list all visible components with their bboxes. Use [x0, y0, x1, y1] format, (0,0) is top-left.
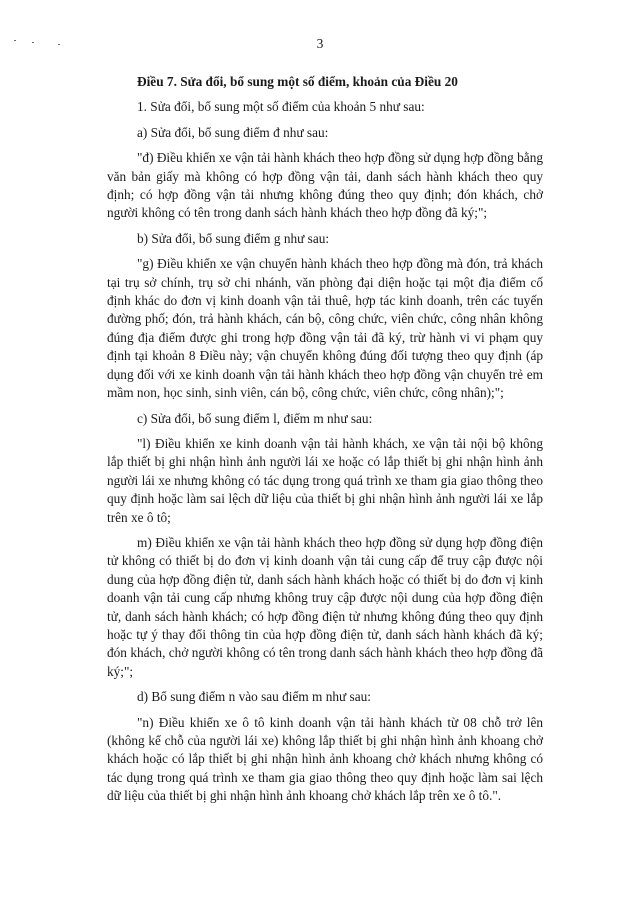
- point-m-text: m) Điều khiển xe vận tải hành khách theo hợp đồng sử dụng hợp đồng điện tử không có thiết bị do đơn vị kinh doanh vận tải cung cấp để truy cập được nội dung của hợp đồng điện tử, danh sách hành khách hoặc có thiết bị do đơn vị kinh doanh vận tải cung cấp nhưng không truy cập được nội dung của hợp đồng điện tử, danh sách hành khách; có hợp đồng điện tử nhưng không đúng theo quy định hoặc tự ý thay đổi thông tin của hợp đồng điện tử, danh sách hành khách đã ký; đón khách, chở người không có tên trong danh sách hành khách theo hợp đồng đã ký;";: [107, 534, 543, 679]
- point-n-text: "n) Điều khiển xe ô tô kinh doanh vận tải hành khách từ 08 chỗ trở lên (không kể chỗ của người lái xe) không lắp thiết bị ghi nhận hình ảnh khoang chở khách hoặc có lắp thiết bị ghi nhận hình ảnh khoang chở khách nhưng không có tác dụng trong quá trình xe tham gia giao thông theo quy định hoặc làm sai lệch dữ liệu của thiết bị ghi nhận hình ảnh khoang chở khách lắp trên xe ô tô.".: [107, 714, 543, 804]
- document-body: [107, 73, 543, 813]
- article-heading: Điều 7. Sửa đổi, bổ sung một số điểm, khoản của Điều 20: [137, 74, 458, 89]
- page-number: 3: [316, 36, 324, 51]
- clause-1: 1. Sửa đổi, bổ sung một số điểm của khoản 5 như sau:: [137, 99, 425, 115]
- point-d-text: "đ) Điều khiển xe vận tải hành khách theo hợp đồng sử dụng hợp đồng bằng văn bản giấy mà không có hợp đồng vận tải, danh sách hành khách theo quy định; có hợp đồng vận tải nhưng không đúng theo quy định; đón khách, chở người không có tên trong danh sách hành khách theo hợp đồng đã ký;";: [107, 150, 543, 221]
- point-b-intro: b) Sửa đổi, bổ sung điểm g như sau:: [137, 230, 330, 246]
- point-d2-intro: d) Bổ sung điểm n vào sau điểm m như sau:: [137, 689, 371, 705]
- point-a-intro: a) Sửa đổi, bổ sung điểm đ như sau:: [137, 124, 329, 140]
- point-l-text: "l) Điều khiển xe kinh doanh vận tải hành khách, xe vận tải nội bộ không lắp thiết bị ghi nhận hình ảnh người lái xe hoặc có lắp thiết bị ghi nhận hình ảnh người lái xe nhưng không có tác dụng trong quá trình xe tham gia giao thông theo quy định hoặc làm sai lệch dữ liệu của thiết bị ghi nhận hình ảnh người lái xe lắp trên xe ô tô;: [107, 435, 543, 525]
- point-g-text: "g) Điều khiển xe vận chuyển hành khách theo hợp đồng mà đón, trả khách tại trụ sở chính, trụ sở chi nhánh, văn phòng đại diện hoặc tại một địa điểm cố định khác do đơn vị kinh doanh vận tải thuê, hợp tác kinh doanh, trên các tuyến đường phố; đón, trả hành khách, cán bộ, công chức, viên chức, công nhân không đúng địa điểm được ghi trong hợp đồng vận tải đã ký, trừ hành vi vi phạm quy định tại khoản 8 Điều này; vận chuyển không đúng đối tượng theo quy định (áp dụng đối với xe kinh doanh vận tải hành khách theo hợp đồng vận chuyển trẻ em mầm non, học sinh, sinh viên, cán bộ, công chức, viên chức, công nhân);";: [107, 256, 543, 401]
- point-c-intro: c) Sửa đổi, bổ sung điểm l, điểm m như sau:: [137, 410, 373, 426]
